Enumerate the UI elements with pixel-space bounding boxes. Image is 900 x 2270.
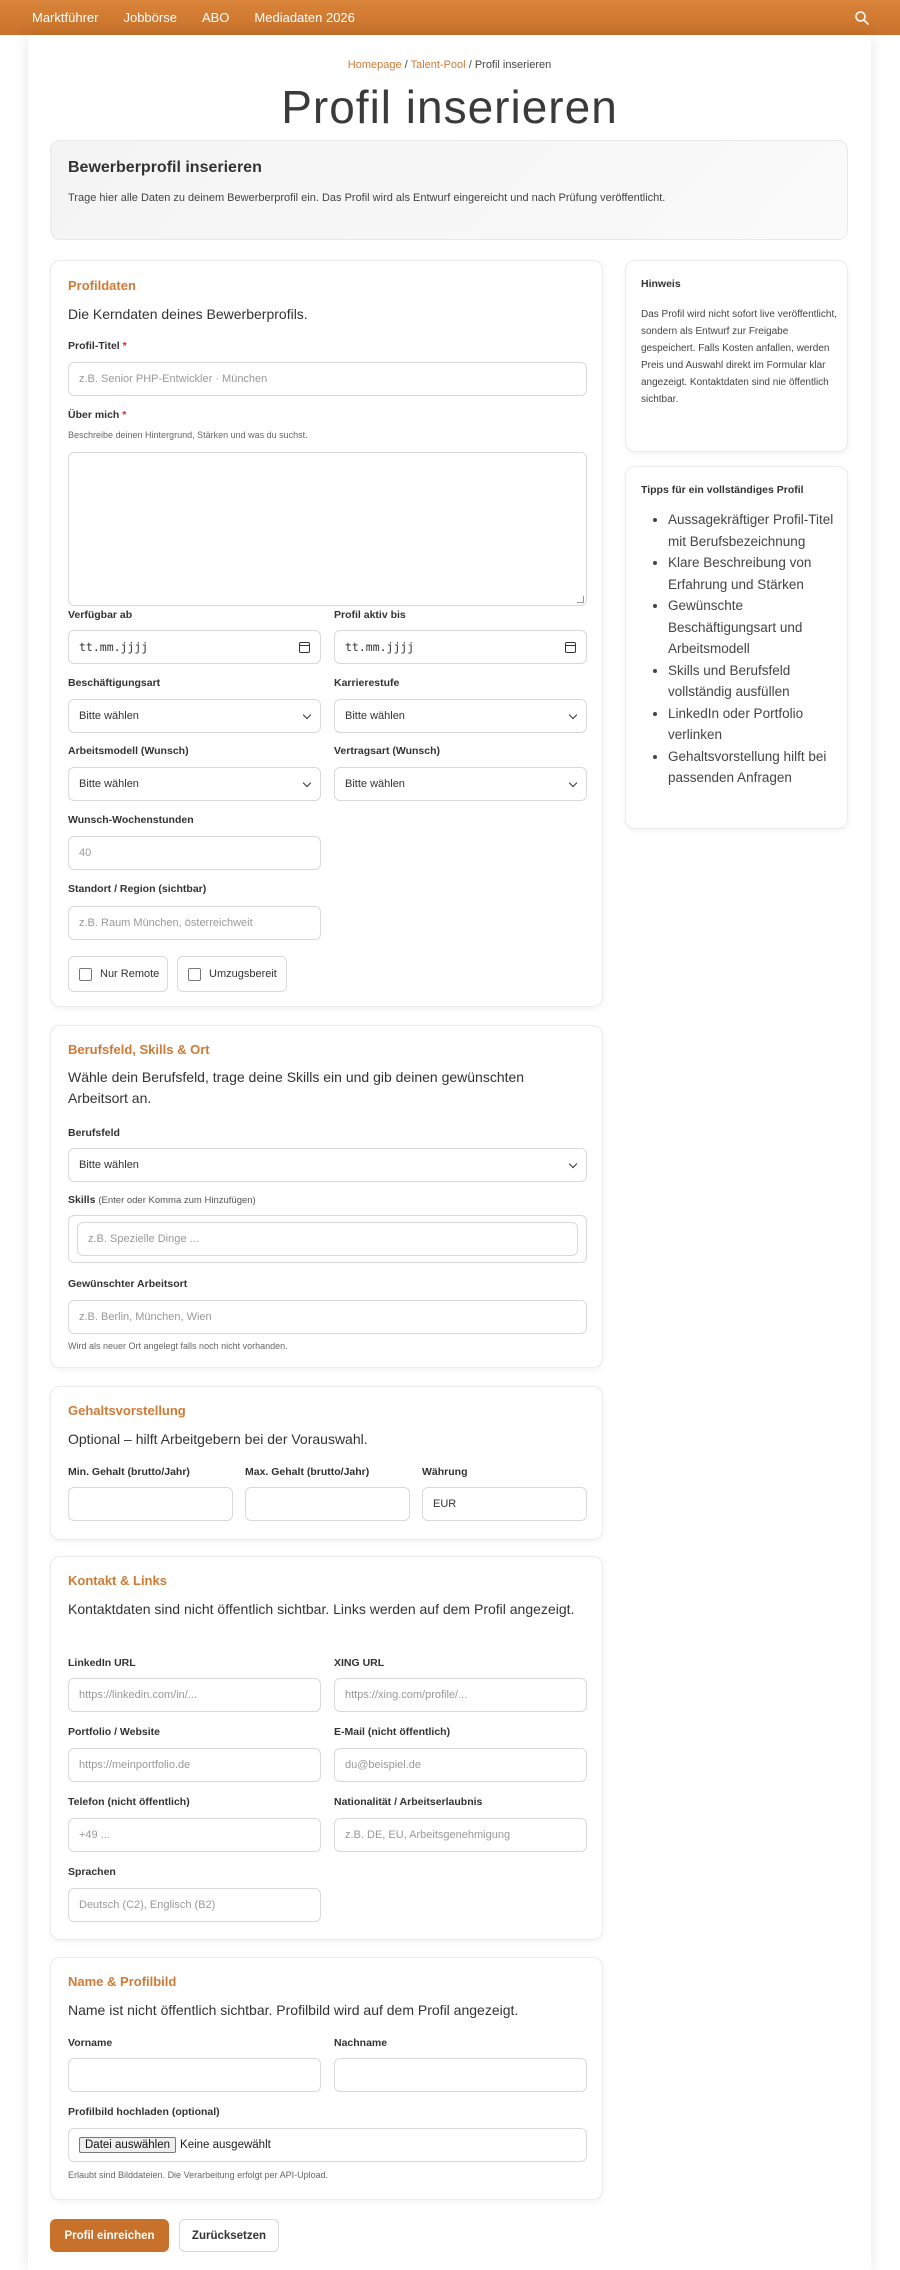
breadcrumb-current: Profil inserieren <box>474 59 552 71</box>
tipps-card <box>625 466 848 829</box>
nationalitaet-label: Nationalität / Arbeitserlaubnis <box>334 1796 483 1808</box>
profil-aktiv-bis-label: Profil aktiv bis <box>334 609 406 621</box>
max-gehalt-label: Max. Gehalt (brutto/Jahr) <box>245 1466 370 1478</box>
waehrung-input[interactable]: EUR <box>422 1487 587 1521</box>
ueber-mich-hint: Beschreibe deinen Hintergrund, Stärken und was du suchst. <box>68 430 308 440</box>
reset-button[interactable]: Zurücksetzen <box>179 2219 279 2252</box>
waehrung-label: Währung <box>422 1466 468 1478</box>
intro-text: Trage hier alle Daten zu deinem Bewerberprofil ein. Das Profil wird als Entwurf eingereicht und nach Prüfung veröffentlicht. <box>68 192 666 204</box>
profilbild-file-input[interactable] <box>68 2128 587 2162</box>
section-description: Die Kerndaten deines Bewerberprofils. <box>68 306 308 322</box>
section-description: Optional – hilft Arbeitgebern bei der Vorauswahl. <box>68 1431 368 1447</box>
nachname-input[interactable] <box>334 2058 587 2092</box>
required-mark: * <box>122 409 127 421</box>
skills-label: Skills (Enter oder Komma zum Hinzufügen) <box>68 1194 256 1206</box>
top-navigation <box>0 0 900 35</box>
karrierestufe-select[interactable]: Bitte wählen <box>334 699 587 733</box>
nav-link-mediadaten[interactable]: Mediadaten 2026 <box>254 10 355 25</box>
name-card <box>50 1957 603 2200</box>
breadcrumb-home[interactable]: Homepage <box>347 59 402 71</box>
tipp-item: • Skills und Berufsfeld vollständig ausfüllen <box>668 660 838 703</box>
tipp-item: • Gewünschte Beschäftigungsart und Arbeitsmodell <box>668 595 838 660</box>
min-gehalt-label: Min. Gehalt (brutto/Jahr) <box>68 1466 190 1478</box>
beschaeftigungsart-select[interactable]: Bitte wählen <box>68 699 321 733</box>
sprachen-input[interactable]: Deutsch (C2), Englisch (B2) <box>68 1888 321 1922</box>
checkbox-icon[interactable] <box>79 968 92 981</box>
chevron-down-icon <box>569 779 577 787</box>
arbeitsort-input[interactable]: z.B. Berlin, München, Wien <box>68 1300 587 1334</box>
tipps-list <box>668 509 838 789</box>
section-description: Name ist nicht öffentlich sichtbar. Profilbild wird auf dem Profil angezeigt. <box>68 2002 519 2018</box>
chevron-down-icon <box>303 711 311 719</box>
calendar-icon[interactable] <box>565 642 576 653</box>
standort-label: Standort / Region (sichtbar) <box>68 883 207 895</box>
skills-field <box>68 1215 587 1263</box>
arbeitsmodell-select[interactable]: Bitte wählen <box>68 767 321 801</box>
section-description: Wähle dein Berufsfeld, trage deine Skills ein und gib deinen gewünschten Arbeitsort an. <box>68 1069 525 1106</box>
calendar-icon[interactable] <box>299 642 310 653</box>
verfuegbar-ab-label: Verfügbar ab <box>68 609 133 621</box>
section-title: Profildaten <box>68 278 136 293</box>
email-label: E-Mail (nicht öffentlich) <box>334 1726 451 1738</box>
xing-input[interactable]: https://xing.com/profile/... <box>334 1678 587 1712</box>
breadcrumb-talent-pool[interactable]: Talent-Pool <box>410 59 466 71</box>
breadcrumb <box>28 59 871 71</box>
skills-input[interactable]: z.B. Spezielle Dinge ... <box>77 1222 578 1256</box>
section-description: Kontaktdaten sind nicht öffentlich sichtbar. Links werden auf dem Profil angezeigt. <box>68 1601 575 1617</box>
ueber-mich-textarea[interactable] <box>68 452 587 606</box>
checkbox-icon[interactable] <box>188 968 201 981</box>
vertragsart-label: Vertragsart (Wunsch) <box>334 745 440 757</box>
nav-link-marktfuehrer[interactable]: Marktführer <box>32 10 99 25</box>
nav-link-abo[interactable]: ABO <box>201 10 230 25</box>
umzugsbereit-checkbox[interactable]: Umzugsbereit <box>177 956 287 992</box>
breadcrumb-separator: / <box>404 59 408 71</box>
standort-input[interactable]: z.B. Raum München, österreichweit <box>68 906 321 940</box>
email-input[interactable]: du@beispiel.de <box>334 1748 587 1782</box>
telefon-label: Telefon (nicht öffentlich) <box>68 1796 190 1808</box>
gehalt-card <box>50 1386 603 1540</box>
berufsfeld-select[interactable]: Bitte wählen <box>68 1148 587 1182</box>
tipp-item: • Aussagekräftiger Profil-Titel mit Berufsbezeichnung <box>668 509 838 552</box>
max-gehalt-input[interactable] <box>245 1487 410 1521</box>
profil-titel-label: Profil-Titel * <box>68 340 127 352</box>
chevron-down-icon <box>569 711 577 719</box>
ueber-mich-label: Über mich * <box>68 409 127 421</box>
chevron-down-icon <box>569 1160 577 1168</box>
min-gehalt-input[interactable] <box>68 1487 233 1521</box>
section-title: Berufsfeld, Skills & Ort <box>68 1042 210 1057</box>
search-icon[interactable] <box>854 10 870 26</box>
hinweis-card <box>625 260 848 452</box>
profilbild-label: Profilbild hochladen (optional) <box>68 2106 220 2118</box>
section-title: Kontakt & Links <box>68 1573 167 1588</box>
resize-handle-icon[interactable] <box>577 596 584 603</box>
wochenstunden-label: Wunsch-Wochenstunden <box>68 814 194 826</box>
vorname-label: Vorname <box>68 2037 113 2049</box>
linkedin-input[interactable]: https://linkedin.com/in/... <box>68 1678 321 1712</box>
beschaeftigungsart-label: Beschäftigungsart <box>68 677 161 689</box>
arbeitsmodell-label: Arbeitsmodell (Wunsch) <box>68 745 189 757</box>
nur-remote-checkbox[interactable]: Nur Remote <box>68 956 168 992</box>
portfolio-input[interactable]: https://meinportfolio.de <box>68 1748 321 1782</box>
karrierestufe-label: Karrierestufe <box>334 677 400 689</box>
nachname-label: Nachname <box>334 2037 388 2049</box>
profil-aktiv-bis-input[interactable]: tt.mm.jjjj <box>334 630 587 664</box>
intro-title: Bewerberprofil inserieren <box>68 159 262 176</box>
xing-label: XING URL <box>334 1657 385 1669</box>
breadcrumb-separator: / <box>468 59 472 71</box>
linkedin-label: LinkedIn URL <box>68 1657 136 1669</box>
arbeitsort-hint: Wird als neuer Ort angelegt falls noch nicht vorhanden. <box>68 1341 288 1351</box>
submit-profile-button[interactable]: Profil einreichen <box>50 2219 169 2252</box>
file-status: Keine ausgewählt <box>180 2139 271 2151</box>
arbeitsort-label: Gewünschter Arbeitsort <box>68 1278 188 1290</box>
profildaten-card <box>50 260 603 1007</box>
required-mark: * <box>122 340 127 352</box>
hinweis-title: Hinweis <box>641 278 681 290</box>
nationalitaet-input[interactable]: z.B. DE, EU, Arbeitsgenehmigung <box>334 1818 587 1852</box>
file-select-button[interactable]: Datei auswählen <box>79 2137 176 2153</box>
skills-note: (Enter oder Komma zum Hinzufügen) <box>98 1195 256 1206</box>
verfuegbar-ab-input[interactable]: tt.mm.jjjj <box>68 630 321 664</box>
tipps-title: Tipps für ein vollständiges Profil <box>641 484 804 496</box>
sprachen-label: Sprachen <box>68 1866 116 1878</box>
tipp-item: • Gehaltsvorstellung hilft bei passenden Anfragen <box>668 746 838 789</box>
tipp-item: • LinkedIn oder Portfolio verlinken <box>668 703 838 746</box>
section-title: Name & Profilbild <box>68 1974 177 1989</box>
portfolio-label: Portfolio / Website <box>68 1726 160 1738</box>
chevron-down-icon <box>303 779 311 787</box>
profilbild-hint: Erlaubt sind Bilddateien. Die Verarbeitung erfolgt per API-Upload. <box>68 2170 329 2180</box>
profil-titel-input[interactable]: z.B. Senior PHP-Entwickler · München <box>68 362 587 396</box>
nav-link-jobboerse[interactable]: Jobbörse <box>123 10 177 25</box>
berufsfeld-card <box>50 1025 603 1368</box>
vertragsart-select[interactable]: Bitte wählen <box>334 767 587 801</box>
wochenstunden-input[interactable]: 40 <box>68 836 321 870</box>
section-title: Gehaltsvorstellung <box>68 1403 186 1418</box>
telefon-input[interactable]: +49 ... <box>68 1818 321 1852</box>
hinweis-text: Das Profil wird nicht sofort live veröffentlicht, sondern als Entwurf zur Freigabe gespeichert. Falls Kosten anfallen, werden Preis und Auswahl direkt im Formular klar angezeigt. Kontaktdaten sind nie öffentlich sichtbar. <box>641 309 838 405</box>
intro-box <box>50 140 848 240</box>
page-title: Profil inserieren <box>281 81 618 133</box>
page-container <box>28 35 871 2270</box>
tipp-item: • Klare Beschreibung von Erfahrung und Stärken <box>668 552 838 595</box>
berufsfeld-label: Berufsfeld <box>68 1127 120 1139</box>
kontakt-card <box>50 1556 603 1940</box>
vorname-input[interactable] <box>68 2058 321 2092</box>
